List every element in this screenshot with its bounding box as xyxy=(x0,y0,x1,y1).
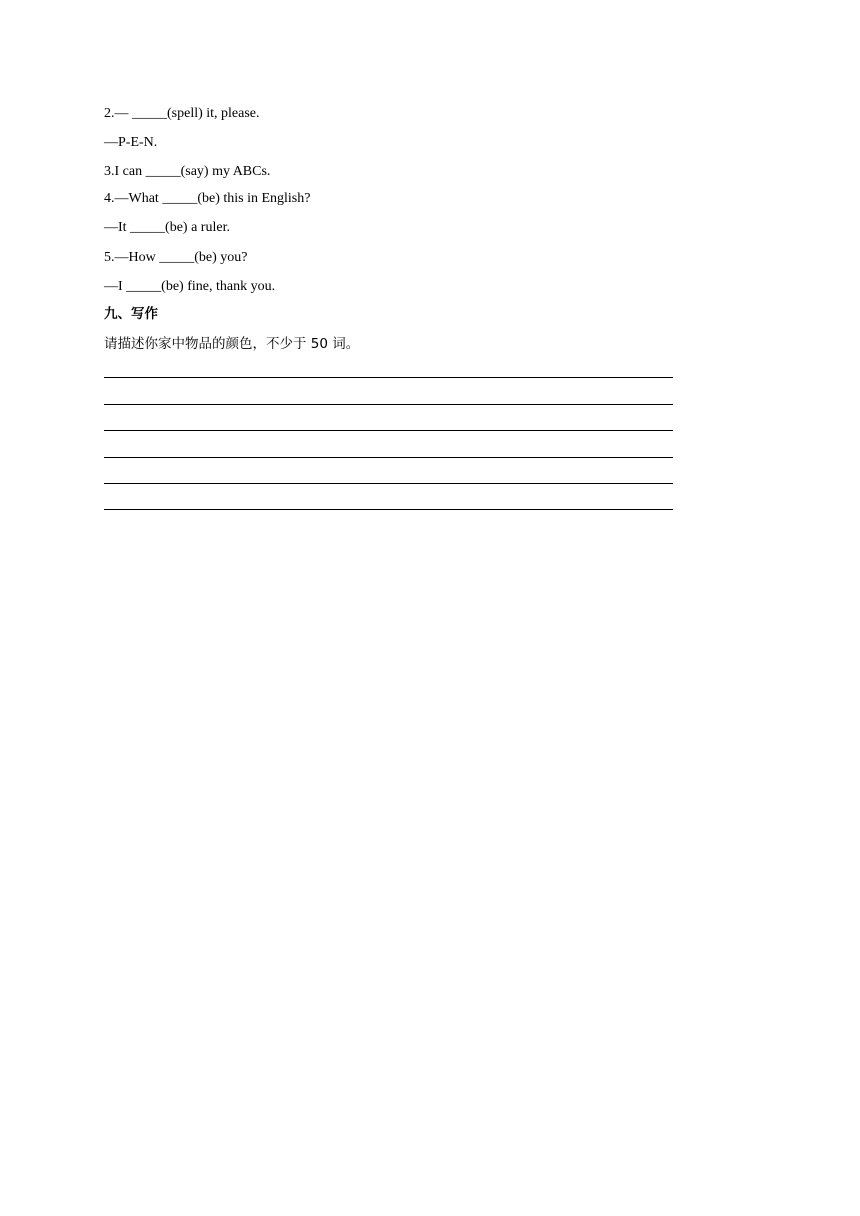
exercise-line-2: 2.— _____(spell) it, please. xyxy=(104,106,260,121)
writing-answer-line[interactable] xyxy=(104,457,673,458)
writing-answer-line[interactable] xyxy=(104,430,673,431)
exercise-answer-5: —I _____(be) fine, thank you. xyxy=(104,279,276,294)
exercise-line-5: 5.—How _____(be) you? xyxy=(104,250,248,265)
exercise-answer-4: —It _____(be) a ruler. xyxy=(104,220,230,235)
exercise-answer-2: —P-E-N. xyxy=(104,135,158,150)
writing-section-heading: 九、写作 xyxy=(104,306,158,322)
writing-answer-line[interactable] xyxy=(104,377,673,378)
exercise-line-3: 3.I can _____(say) my ABCs. xyxy=(104,164,271,179)
exercise-line-4: 4.—What _____(be) this in English? xyxy=(104,191,311,206)
writing-answer-line[interactable] xyxy=(104,404,673,405)
writing-answer-line[interactable] xyxy=(104,483,673,484)
writing-instruction: 请描述你家中物品的颜色，不少于 50 词。 xyxy=(104,336,360,352)
writing-answer-line[interactable] xyxy=(104,509,673,510)
